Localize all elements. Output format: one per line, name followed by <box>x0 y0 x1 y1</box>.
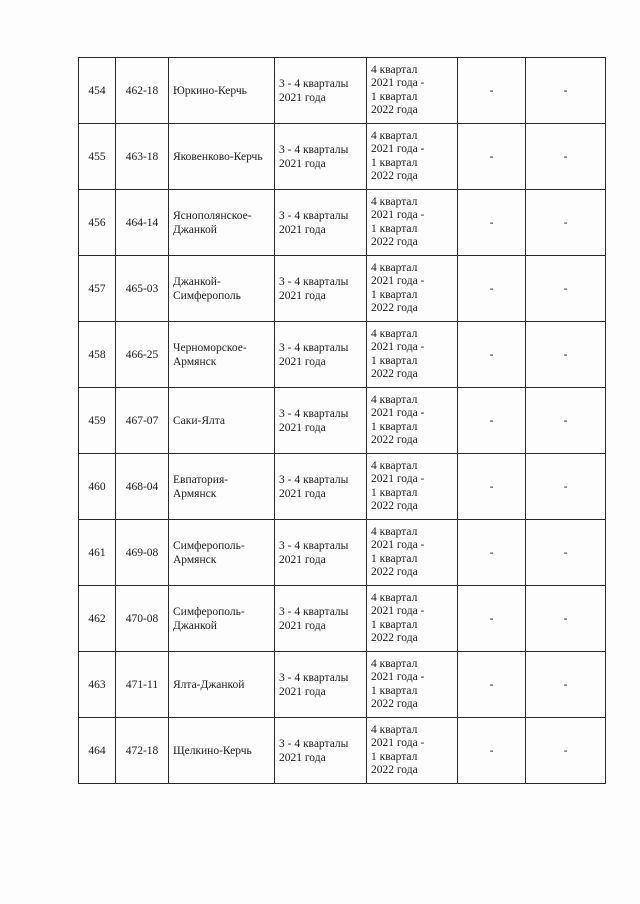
quarter-range-line: 4 квартал <box>371 261 418 274</box>
empty-value-cell: - <box>458 520 526 586</box>
route-name-cell: Симферополь-Армянск <box>169 520 275 586</box>
empty-value-cell: - <box>526 520 606 586</box>
quarter-range-cell <box>367 652 458 718</box>
quarter-range-line: 1 квартал <box>371 552 418 565</box>
quarter-range-cell <box>367 58 458 124</box>
quarter-range-line: 1 квартал <box>371 90 418 103</box>
row-number-cell: 458 <box>79 322 116 388</box>
quarter-range-cell <box>367 718 458 784</box>
quarter-range-line: 2021 года - <box>371 737 425 749</box>
quarter-range-line: 4 квартал <box>371 723 418 736</box>
empty-value-cell: - <box>526 388 606 454</box>
table-row <box>79 190 606 256</box>
empty-value-cell: - <box>458 652 526 718</box>
quarter-range-line: 2021 года - <box>371 539 425 551</box>
route-name-cell: Симферополь-Джанкой <box>169 586 275 652</box>
route-code-cell: 468-04 <box>116 454 169 520</box>
route-name-cell: Саки-Ялта <box>169 388 275 454</box>
table-row <box>79 58 606 124</box>
empty-value-cell: - <box>526 58 606 124</box>
empty-value-cell: - <box>458 124 526 190</box>
table-row <box>79 652 606 718</box>
empty-value-cell: - <box>526 190 606 256</box>
quarter-range-line: 4 квартал <box>371 459 418 472</box>
quarter-range-cell <box>367 454 458 520</box>
empty-value-cell: - <box>458 58 526 124</box>
row-number-cell: 460 <box>79 454 116 520</box>
row-number-cell: 462 <box>79 586 116 652</box>
empty-value-cell: - <box>458 718 526 784</box>
period-cell: 3 - 4 кварталы 2021 года <box>275 652 367 718</box>
route-code-cell: 462-18 <box>116 58 169 124</box>
empty-value-cell: - <box>458 586 526 652</box>
period-cell: 3 - 4 кварталы 2021 года <box>275 718 367 784</box>
quarter-range-line: 1 квартал <box>371 156 418 169</box>
quarter-range-line: 1 квартал <box>371 354 418 367</box>
quarter-range-line: 1 квартал <box>371 750 418 763</box>
period-cell: 3 - 4 кварталы 2021 года <box>275 190 367 256</box>
quarter-range-cell <box>367 256 458 322</box>
quarter-range-line: 2022 года <box>371 764 418 776</box>
empty-value-cell: - <box>526 256 606 322</box>
quarter-range-line: 2021 года - <box>371 341 425 353</box>
route-code-cell: 472-18 <box>116 718 169 784</box>
route-name-cell: Черноморское-Армянск <box>169 322 275 388</box>
route-name-cell: Яснополянское-Джанкой <box>169 190 275 256</box>
quarter-range-line: 2022 года <box>371 698 418 710</box>
route-name-cell: Юркино-Керчь <box>169 58 275 124</box>
empty-value-cell: - <box>458 256 526 322</box>
empty-value-cell: - <box>458 322 526 388</box>
quarter-range-cell <box>367 388 458 454</box>
row-number-cell: 461 <box>79 520 116 586</box>
quarter-range-line: 4 квартал <box>371 657 418 670</box>
route-name-cell: Яковенково-Керчь <box>169 124 275 190</box>
quarter-range-line: 2021 года - <box>371 407 425 419</box>
quarter-range-cell <box>367 322 458 388</box>
quarter-range-line: 1 квартал <box>371 684 418 697</box>
route-code-cell: 470-08 <box>116 586 169 652</box>
empty-value-cell: - <box>458 190 526 256</box>
quarter-range-line: 4 квартал <box>371 591 418 604</box>
table-row <box>79 388 606 454</box>
quarter-range-line: 2021 года - <box>371 77 425 89</box>
table-row <box>79 124 606 190</box>
row-number-cell: 457 <box>79 256 116 322</box>
quarter-range-cell <box>367 520 458 586</box>
quarter-range-line: 2021 года - <box>371 473 425 485</box>
row-number-cell: 454 <box>79 58 116 124</box>
period-cell: 3 - 4 кварталы 2021 года <box>275 454 367 520</box>
table-row <box>79 322 606 388</box>
quarter-range-line: 1 квартал <box>371 288 418 301</box>
row-number-cell: 456 <box>79 190 116 256</box>
empty-value-cell: - <box>526 124 606 190</box>
quarter-range-line: 1 квартал <box>371 222 418 235</box>
route-name-cell: Ялта-Джанкой <box>169 652 275 718</box>
route-code-cell: 467-07 <box>116 388 169 454</box>
quarter-range-line: 2022 года <box>371 434 418 446</box>
route-name-cell: Щелкино-Керчь <box>169 718 275 784</box>
period-cell: 3 - 4 кварталы 2021 года <box>275 124 367 190</box>
empty-value-cell: - <box>458 388 526 454</box>
route-code-cell: 465-03 <box>116 256 169 322</box>
quarter-range-line: 1 квартал <box>371 420 418 433</box>
empty-value-cell: - <box>526 586 606 652</box>
quarter-range-line: 2022 года <box>371 632 418 644</box>
quarter-range-cell <box>367 124 458 190</box>
quarter-range-line: 4 квартал <box>371 195 418 208</box>
empty-value-cell: - <box>526 322 606 388</box>
routes-table-body <box>79 58 606 784</box>
quarter-range-line: 1 квартал <box>371 486 418 499</box>
period-cell: 3 - 4 кварталы 2021 года <box>275 256 367 322</box>
table-row <box>79 718 606 784</box>
quarter-range-line: 2022 года <box>371 500 418 512</box>
quarter-range-cell <box>367 190 458 256</box>
table-row <box>79 586 606 652</box>
quarter-range-line: 4 квартал <box>371 129 418 142</box>
quarter-range-line: 2022 года <box>371 236 418 248</box>
route-name-cell: Джанкой-Симферополь <box>169 256 275 322</box>
row-number-cell: 463 <box>79 652 116 718</box>
period-cell: 3 - 4 кварталы 2021 года <box>275 388 367 454</box>
empty-value-cell: - <box>526 652 606 718</box>
quarter-range-line: 2022 года <box>371 104 418 116</box>
route-code-cell: 471-11 <box>116 652 169 718</box>
table-row <box>79 520 606 586</box>
route-code-cell: 469-08 <box>116 520 169 586</box>
quarter-range-line: 2022 года <box>371 566 418 578</box>
table-row <box>79 454 606 520</box>
period-cell: 3 - 4 кварталы 2021 года <box>275 58 367 124</box>
row-number-cell: 459 <box>79 388 116 454</box>
quarter-range-line: 2022 года <box>371 368 418 380</box>
quarter-range-line: 4 квартал <box>371 393 418 406</box>
quarter-range-line: 1 квартал <box>371 618 418 631</box>
period-cell: 3 - 4 кварталы 2021 года <box>275 586 367 652</box>
route-code-cell: 466-25 <box>116 322 169 388</box>
quarter-range-line: 2022 года <box>371 302 418 314</box>
empty-value-cell: - <box>526 718 606 784</box>
route-code-cell: 464-14 <box>116 190 169 256</box>
routes-table <box>78 57 606 784</box>
quarter-range-line: 4 квартал <box>371 327 418 340</box>
quarter-range-line: 2021 года - <box>371 209 425 221</box>
route-code-cell: 463-18 <box>116 124 169 190</box>
quarter-range-line: 2021 года - <box>371 275 425 287</box>
table-row <box>79 256 606 322</box>
row-number-cell: 455 <box>79 124 116 190</box>
quarter-range-line: 4 квартал <box>371 525 418 538</box>
empty-value-cell: - <box>526 454 606 520</box>
quarter-range-line: 2021 года - <box>371 143 425 155</box>
row-number-cell: 464 <box>79 718 116 784</box>
route-name-cell: Евпатория-Армянск <box>169 454 275 520</box>
empty-value-cell: - <box>458 454 526 520</box>
quarter-range-line: 4 квартал <box>371 63 418 76</box>
quarter-range-line: 2021 года - <box>371 671 425 683</box>
quarter-range-cell <box>367 586 458 652</box>
period-cell: 3 - 4 кварталы 2021 года <box>275 520 367 586</box>
quarter-range-line: 2022 года <box>371 170 418 182</box>
period-cell: 3 - 4 кварталы 2021 года <box>275 322 367 388</box>
quarter-range-line: 2021 года - <box>371 605 425 617</box>
